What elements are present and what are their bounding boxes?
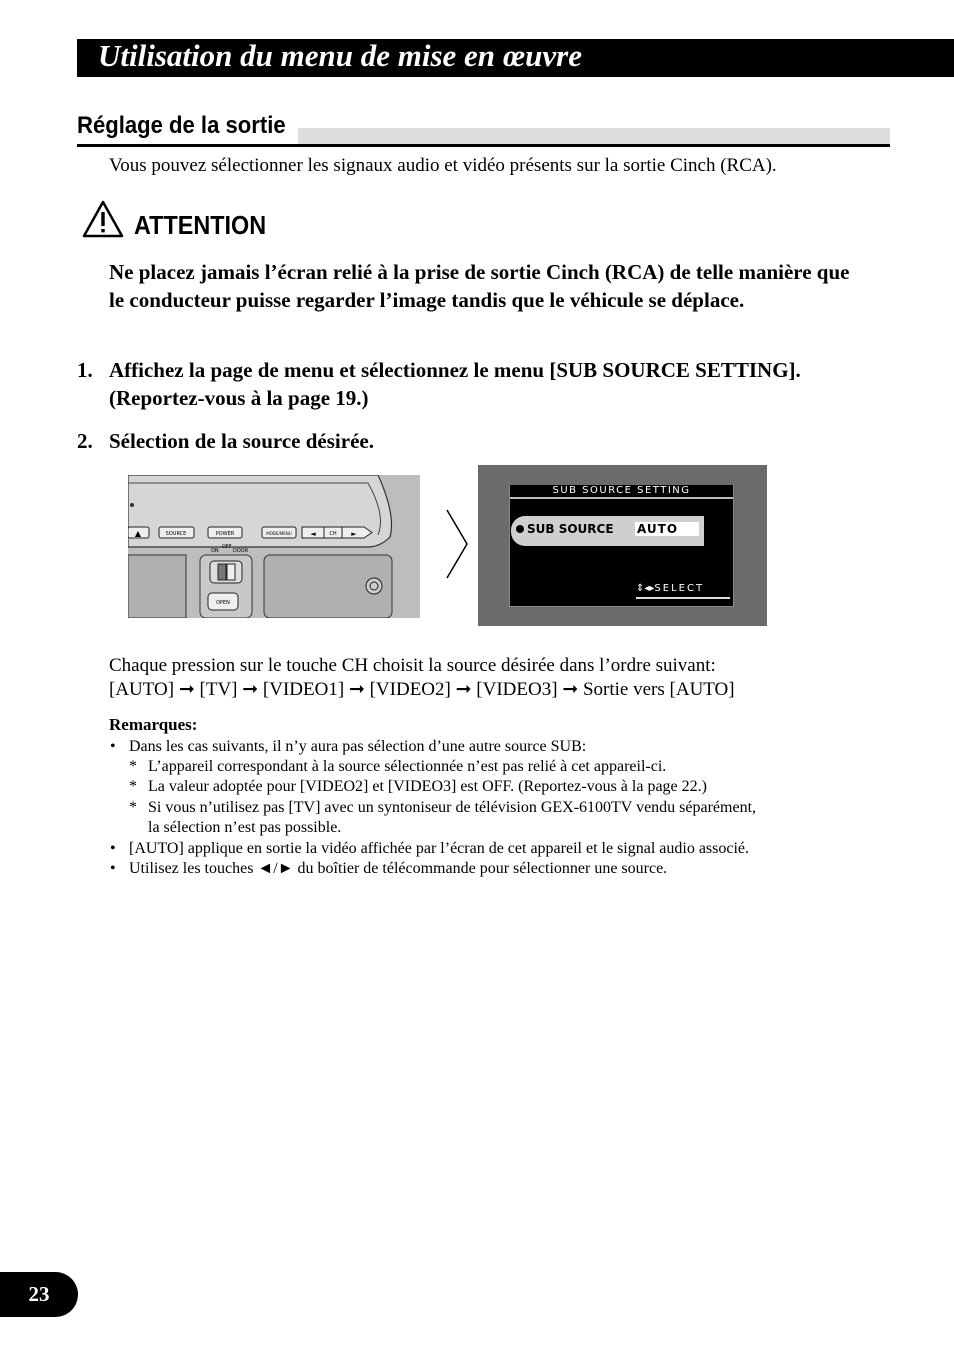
panel-eject-button: ▲	[134, 529, 142, 538]
seq-arrow-icon: ➞	[242, 679, 259, 700]
body-line-1: Chaque pression sur le touche CH choisit la source désirée dans l’ordre suivant:	[109, 655, 716, 676]
bullet-icon: •	[110, 860, 116, 877]
panel-mode-menu-button: MODE/MENU	[266, 531, 292, 536]
seq-video1: [VIDEO1]	[262, 679, 345, 700]
remark-2: [AUTO] applique en sortie la vidéo affichée par l’écran de cet appareil et le signal audio associé.	[129, 840, 750, 857]
remark-1-sub-1: L’appareil correspondant à la source sélectionnée n’est pas relié à cet appareil-ci.	[148, 758, 667, 775]
panel-ch-button: CH	[329, 531, 337, 537]
remark-1-sub-3: Si vous n’utilisez pas [TV] avec un syntoniseur de télévision GEX-6100TV vendu séparément,	[148, 799, 757, 816]
updown-leftright-arrows-icon: ⇕◂▸	[636, 583, 655, 594]
seq-arrow-icon: ➞	[348, 679, 365, 700]
bullet-icon: •	[110, 738, 116, 755]
remark-3: Utilisez les touches ◄/► du boîtier de télécommande pour sélectionner une source.	[129, 860, 668, 877]
menu-item-label: SUB SOURCE	[527, 522, 614, 536]
attention-label: ATTENTION	[134, 210, 267, 240]
switch-door-label: DOOR	[233, 548, 249, 554]
transition-arrow-icon	[446, 509, 468, 579]
menu-item-value: AUTO	[635, 522, 699, 536]
remarks-title: Remarques:	[109, 715, 198, 734]
remark-1-sub-2: La valeur adoptée pour [VIDEO2] et [VIDEO3] est OFF. (Reportez-vous à la page 22.)	[148, 778, 707, 795]
page-number: 23	[0, 1272, 78, 1317]
warning-triangle-icon	[82, 200, 124, 238]
bullet-icon: •	[110, 840, 116, 857]
panel-power-button: POWER	[215, 531, 235, 537]
step-1-text: Affichez la page de menu et sélectionnez le menu [SUB SOURCE SETTING]. (Reportez-vous à la page 19.)	[109, 358, 801, 410]
seq-arrow-icon: ➞	[562, 679, 579, 700]
switch-off-label: OFF	[222, 544, 232, 550]
select-hint-underline	[636, 597, 730, 599]
seq-auto: [AUTO]	[109, 679, 175, 700]
source-sequence	[109, 678, 735, 702]
attention-text: Ne placez jamais l’écran relié à la prise de sortie Cinch (RCA) de telle manière que le conducteur puisse regarder l’image tandis que le véhicule se déplace.	[109, 260, 850, 312]
control-panel-illustration	[128, 475, 420, 618]
seq-video3: [VIDEO3]	[476, 679, 558, 700]
seq-back-to-auto: Sortie vers [AUTO]	[582, 679, 735, 700]
switch-on-label: ON	[211, 548, 219, 554]
asterisk-icon: *	[129, 758, 137, 775]
step-2-text: Sélection de la source désirée.	[109, 429, 374, 453]
remark-1-sub-3-cont: la sélection n’est pas possible.	[148, 819, 342, 836]
menu-selection-dot-icon	[516, 525, 524, 533]
seq-arrow-icon: ➞	[455, 679, 472, 700]
select-hint	[636, 582, 704, 595]
panel-open-button: OPEN	[216, 600, 230, 606]
step-1-number: 1.	[77, 358, 93, 382]
seq-video2: [VIDEO2]	[369, 679, 451, 700]
seq-tv: [TV]	[199, 679, 238, 700]
asterisk-icon: *	[129, 778, 137, 795]
panel-left-button: ◄	[310, 530, 316, 538]
section-heading-band	[298, 128, 890, 144]
section-title: Réglage de la sortie	[77, 112, 286, 139]
asterisk-icon: *	[129, 799, 137, 816]
section-intro: Vous pouvez sélectionner les signaux audio et vidéo présents sur la sortie Cinch (RCA).	[109, 155, 777, 176]
page-header-title: Utilisation du menu de mise en œuvre	[98, 38, 582, 73]
step-2-number: 2.	[77, 429, 93, 453]
screen-title: SUB SOURCE SETTING	[510, 485, 733, 496]
panel-source-button: SOURCE	[165, 531, 187, 537]
seq-arrow-icon: ➞	[178, 679, 195, 700]
select-hint-label: SELECT	[654, 583, 705, 594]
remark-1: Dans les cas suivants, il n’y aura pas sélection d’une autre source SUB:	[129, 738, 587, 755]
screen-title-divider	[510, 497, 733, 499]
section-rule	[77, 144, 890, 147]
panel-right-button: ►	[351, 530, 357, 538]
